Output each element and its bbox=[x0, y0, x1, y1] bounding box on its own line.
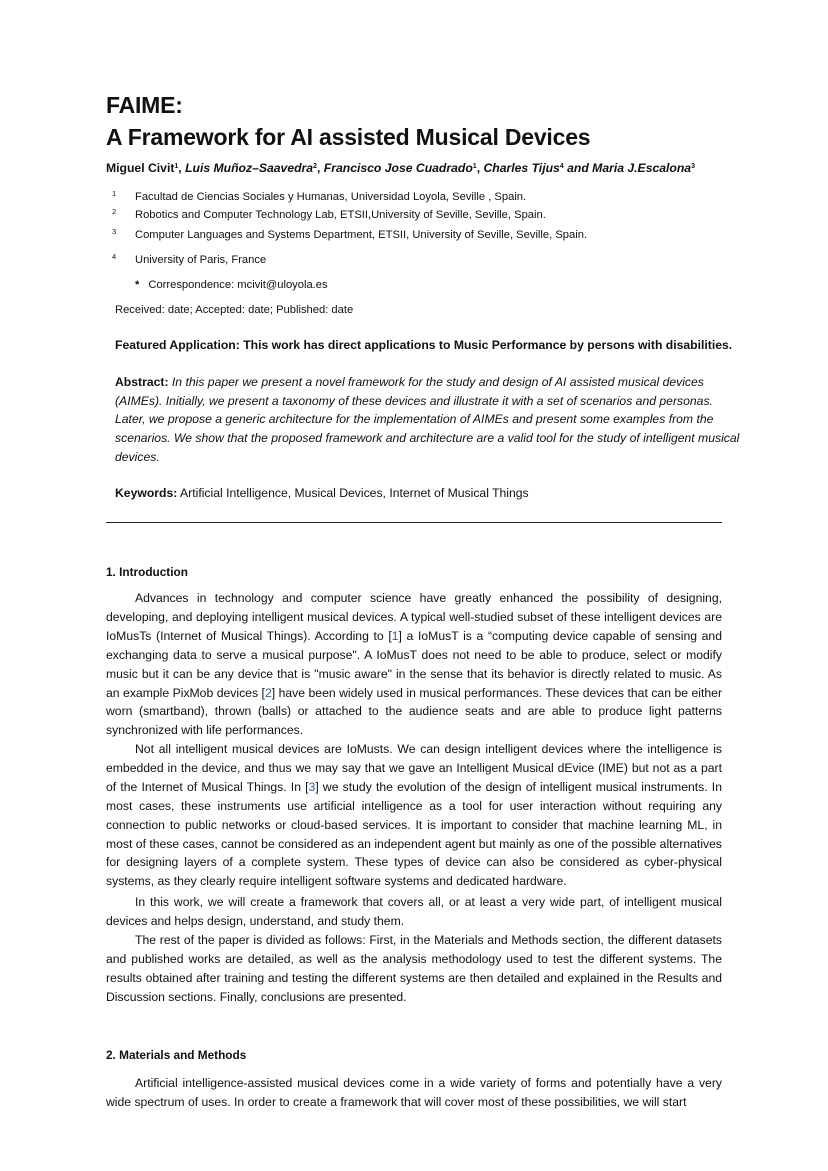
paragraph-text: Advances in technology and computer science have greatly enhanced the possibility of designing, developing, and deploying intelligent musical devices. A typical well-studied subset of these intelligent devices are IoMusTs (Internet of Musical Things). According to [ bbox=[106, 591, 722, 643]
correspondence bbox=[135, 279, 328, 291]
author-affiliation-mark: 1 bbox=[174, 163, 179, 170]
correspondence-star: * bbox=[135, 279, 140, 291]
paper-title-line-1: FAIME: bbox=[106, 92, 183, 118]
affiliation-number: 4 bbox=[112, 252, 117, 261]
paper-title-line-2: A Framework for AI assisted Musical Devices bbox=[106, 124, 591, 150]
affiliation-number: 2 bbox=[112, 207, 117, 216]
intro-paragraph-4: The rest of the paper is divided as follows: First, in the Materials and Methods section, the different datasets and published works are detailed, as well as the analysis methodology used to test the different systems. The results obtained after training and testing the different systems are then detailed and explained in the Results and Discussion sections. Finally, conclusions are presented. bbox=[106, 933, 722, 1004]
featured-application: Featured Application: This work has direct applications to Music Performance by persons with disabilities. bbox=[115, 338, 733, 352]
author-name: Miguel Civit bbox=[106, 161, 175, 175]
section-divider bbox=[106, 522, 722, 523]
correspondence-text: Correspondence: mcivit@uloyola.es bbox=[148, 279, 328, 291]
paragraph-text: Not all intelligent musical devices are IoMusts. We can design intelligent devices where the intelligence is embedded in the device, and thus we may say that we gave an Intelligent Musical dEvice (IME) but not as a part of the Internet of Musical Things. In [ bbox=[106, 742, 722, 794]
abstract-text: In this paper we present a novel framework for the study and design of AI assisted musical devices (AIMEs). Initially, we present a taxonomy of these devices and illustrate it with a set of scenarios and personas. Later, we propose a generic architecture for the implementation of AIMEs and present some examples from the scenarios. We show that the proposed framework and architecture are a valid tool for the study of intelligent musical devices. bbox=[115, 375, 740, 464]
affiliation-number: 1 bbox=[112, 189, 117, 198]
intro-paragraph-1 bbox=[106, 589, 722, 740]
paragraph-text: ] a IoMusT is a “computing device capable of sensing and exchanging data to serve a musical purpose". A IoMusT does not need to be able to produce, select or modify music but it can be any device that is "music aware" in the sense that its behavior is directly related to music. As an example PixMob devices [ bbox=[106, 628, 722, 700]
abstract bbox=[115, 373, 740, 467]
author-affiliation-mark: 2 bbox=[313, 163, 317, 170]
intro-paragraph-2 bbox=[106, 740, 722, 891]
methods-paragraph-1: Artificial intelligence-assisted musical devices come in a wide variety of forms and potentially have a very wide spectrum of uses. In order to create a framework that will cover most of these possibilities, we will start bbox=[106, 1076, 722, 1109]
abstract-label: Abstract: bbox=[115, 375, 169, 389]
author-name: Francisco Jose Cuadrado bbox=[323, 161, 473, 175]
citation-link[interactable]: 3 bbox=[308, 779, 316, 794]
paragraph-text: ] have been widely used in musical performances. These devices that can be either worn (smartband), thrown (balls) or attached to the audience seats and are able to produce light patterns synchronized with life performances. bbox=[106, 685, 723, 738]
author-separator: and bbox=[563, 161, 593, 175]
paragraph-text: ] we study the evolution of the design of intelligent musical instruments. In most cases, these instruments use artificial intelligence as a tool for user interaction without requiring any connection to public networks or cloud-based services. It is important to consider that machine learning ML, in most of these cases, cannot be considered as an independent agent but mainly as one of the possible alternatives for designing layers of a complete system. These types of device can also be considered as cyber-physical systems, as they clearly require intelligent software systems and dedicated hardware. bbox=[106, 779, 722, 889]
author-separator: , bbox=[178, 161, 186, 175]
citation-link[interactable]: 2 bbox=[264, 685, 272, 700]
intro-paragraph-3: In this work, we will create a framework that covers all, or at least a very wide part, of intelligent musical devices and helps design, understand, and study them. bbox=[106, 895, 722, 928]
author-name: Charles Tijus bbox=[483, 161, 560, 175]
affiliation-text: Computer Languages and Systems Department, ETSII, University of Seville, Seville, Spain. bbox=[135, 229, 588, 241]
author-affiliation-mark: 4 bbox=[559, 163, 564, 170]
keywords-label: Keywords: bbox=[115, 486, 178, 500]
author-separator: , bbox=[476, 161, 484, 175]
author-affiliation-mark: 3 bbox=[691, 163, 695, 170]
author-affiliation-mark: 1 bbox=[472, 163, 477, 170]
author-name: Luis Muñoz–Saavedra bbox=[185, 161, 314, 175]
author-name: Maria J.Escalona bbox=[592, 161, 692, 175]
publication-dates: Received: date; Accepted: date; Published: date bbox=[115, 304, 354, 316]
affiliation-text: Facultad de Ciencias Sociales y Humanas, Universidad Loyola, Seville , Spain. bbox=[135, 191, 527, 203]
keywords bbox=[115, 486, 529, 500]
author-list bbox=[106, 161, 695, 175]
section-heading-introduction: 1. Introduction bbox=[106, 565, 188, 579]
author-separator: , bbox=[317, 161, 324, 175]
keywords-text: Artificial Intelligence, Musical Devices, Internet of Musical Things bbox=[180, 486, 529, 500]
section-heading-methods: 2. Materials and Methods bbox=[106, 1048, 247, 1062]
affiliation-text: Robotics and Computer Technology Lab, ETSII,University of Seville, Seville, Spain. bbox=[135, 209, 546, 221]
affiliation-text: University of Paris, France bbox=[135, 254, 267, 266]
citation-link[interactable]: 1 bbox=[391, 628, 399, 643]
affiliation-number: 3 bbox=[112, 227, 117, 236]
